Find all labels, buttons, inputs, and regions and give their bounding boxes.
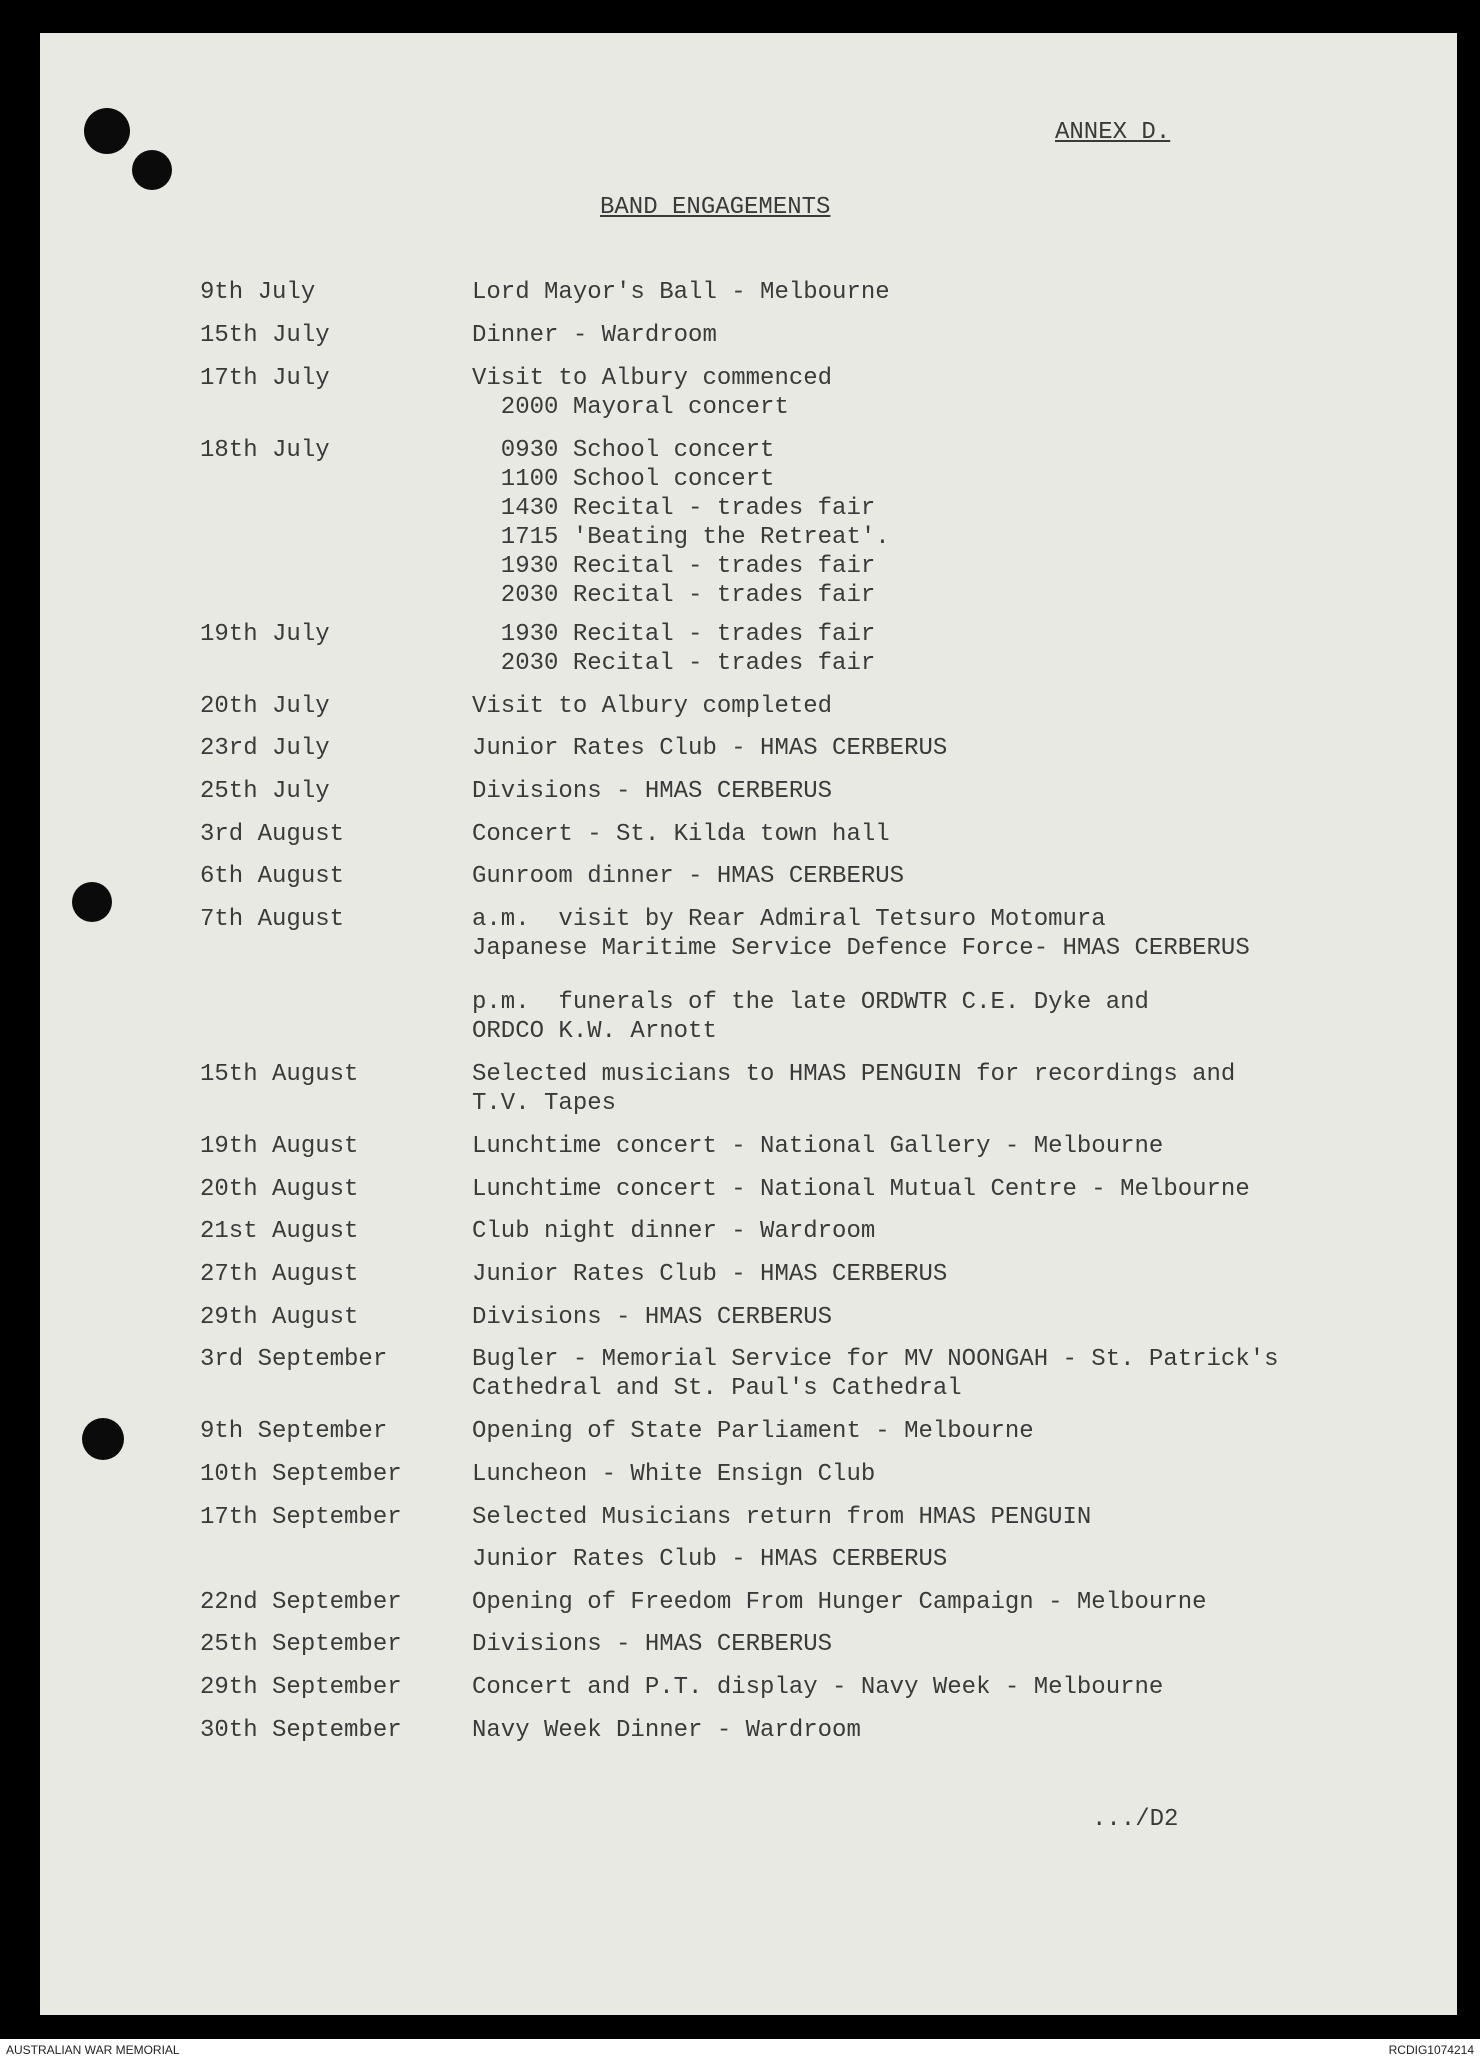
engagement-line: Concert and P.T. display - Navy Week - Melbourne xyxy=(472,1674,1164,1701)
engagement-line: Lunchtime concert - National Gallery - Melbourne xyxy=(472,1133,1164,1160)
engagement-description xyxy=(472,1716,861,1745)
engagement-date: 23rd July xyxy=(200,735,330,762)
engagement-line: Divisions - HMAS CERBERUS xyxy=(472,1304,833,1331)
engagement-date: 15th August xyxy=(200,1061,359,1088)
engagement-description xyxy=(472,820,890,849)
punch-hole xyxy=(72,882,112,922)
engagement-description xyxy=(472,620,875,678)
punch-hole xyxy=(84,108,130,154)
engagement-line: Lunchtime concert - National Mutual Centre - Melbourne xyxy=(472,1176,1250,1203)
punch-hole xyxy=(82,1418,124,1460)
engagement-line: 2030 Recital - trades fair xyxy=(472,582,876,609)
engagement-description xyxy=(472,1303,832,1332)
engagement-line: Junior Rates Club - HMAS CERBERUS xyxy=(472,1261,948,1288)
engagement-date: 19th August xyxy=(200,1133,359,1160)
engagement-line: Junior Rates Club - HMAS CERBERUS xyxy=(472,735,948,762)
engagement-date: 30th September xyxy=(200,1717,402,1744)
engagement-line: 1430 Recital - trades fair xyxy=(472,495,876,522)
engagement-line: a.m. visit by Rear Admiral Tetsuro Motomura xyxy=(472,906,1106,933)
engagement-line: 1930 Recital - trades fair xyxy=(472,553,876,580)
engagement-date: 3rd August xyxy=(200,821,345,848)
engagement-line: T.V. Tapes xyxy=(472,1090,617,1117)
engagement-line: Club night dinner - Wardroom xyxy=(472,1218,876,1245)
engagement-line: 1715 'Beating the Retreat'. xyxy=(472,524,890,551)
engagement-description xyxy=(472,1345,1279,1403)
engagement-date: 29th September xyxy=(200,1674,402,1701)
engagement-line: 1100 School concert xyxy=(472,466,775,493)
engagement-line: Concert - St. Kilda town hall xyxy=(472,821,890,848)
engagement-line: 1930 Recital - trades fair xyxy=(472,621,876,648)
engagement-description xyxy=(472,1175,1250,1204)
engagement-date: 9th September xyxy=(200,1418,388,1445)
engagement-description xyxy=(472,436,890,610)
engagement-description xyxy=(472,862,904,891)
engagement-line: Navy Week Dinner - Wardroom xyxy=(472,1717,861,1744)
engagement-description xyxy=(472,1503,1091,1532)
continuation-marker: .../D2 xyxy=(1092,1806,1179,1833)
engagement-description xyxy=(472,1545,947,1574)
archive-footer-bar xyxy=(0,2039,1480,2061)
engagement-date: 18th July xyxy=(200,437,330,464)
engagement-description xyxy=(472,1060,1235,1118)
engagement-description xyxy=(472,988,1149,1046)
engagement-line: 2030 Recital - trades fair xyxy=(472,650,876,677)
page-title: BAND ENGAGEMENTS xyxy=(600,194,831,221)
engagement-description xyxy=(472,1630,832,1659)
engagement-line: Gunroom dinner - HMAS CERBERUS xyxy=(472,863,905,890)
engagement-date: 25th September xyxy=(200,1631,402,1658)
engagement-line: Visit to Albury completed xyxy=(472,693,833,720)
engagement-line: p.m. funerals of the late ORDWTR C.E. Dyke and xyxy=(472,989,1149,1016)
engagement-description xyxy=(472,1417,1034,1446)
engagement-line: Visit to Albury commenced xyxy=(472,365,833,392)
engagement-date: 7th August xyxy=(200,906,345,933)
engagement-description xyxy=(472,1460,875,1489)
engagement-line: 0930 School concert xyxy=(472,437,775,464)
engagement-description xyxy=(472,777,832,806)
engagement-description xyxy=(472,1588,1207,1617)
annex-label: ANNEX D. xyxy=(1055,119,1171,146)
engagement-date: 20th August xyxy=(200,1176,359,1203)
punch-hole xyxy=(132,150,172,190)
engagement-description xyxy=(472,321,717,350)
engagement-line: Junior Rates Club - HMAS CERBERUS xyxy=(472,1546,948,1573)
engagement-line: Selected Musicians return from HMAS PENGUIN xyxy=(472,1504,1092,1531)
engagement-line: Opening of Freedom From Hunger Campaign - Melbourne xyxy=(472,1589,1207,1616)
engagement-line: Opening of State Parliament - Melbourne xyxy=(472,1418,1034,1445)
archive-name: AUSTRALIAN WAR MEMORIAL xyxy=(6,2043,180,2057)
engagement-date: 25th July xyxy=(200,778,330,805)
engagement-date: 3rd September xyxy=(200,1346,388,1373)
engagement-description xyxy=(472,905,1250,963)
engagement-date: 10th September xyxy=(200,1461,402,1488)
engagement-line: Cathedral and St. Paul's Cathedral xyxy=(472,1375,962,1402)
engagement-line: ORDCO K.W. Arnott xyxy=(472,1018,717,1045)
engagement-description xyxy=(472,1132,1163,1161)
engagement-date: 17th September xyxy=(200,1504,402,1531)
engagement-line: Selected musicians to HMAS PENGUIN for recordings and xyxy=(472,1061,1236,1088)
engagement-line: Dinner - Wardroom xyxy=(472,322,717,349)
engagement-date: 29th August xyxy=(200,1304,359,1331)
engagement-date: 17th July xyxy=(200,365,330,392)
engagement-description xyxy=(472,692,832,721)
engagement-date: 22nd September xyxy=(200,1589,402,1616)
engagement-date: 6th August xyxy=(200,863,345,890)
engagement-line: Divisions - HMAS CERBERUS xyxy=(472,1631,833,1658)
engagement-date: 19th July xyxy=(200,621,330,648)
engagement-line: Bugler - Memorial Service for MV NOONGAH - St. Patrick's xyxy=(472,1346,1279,1373)
engagement-line: Divisions - HMAS CERBERUS xyxy=(472,778,833,805)
engagement-description xyxy=(472,278,890,307)
engagement-line: 2000 Mayoral concert xyxy=(472,394,789,421)
engagement-description xyxy=(472,1217,875,1246)
engagement-description xyxy=(472,364,832,422)
engagement-line: Lord Mayor's Ball - Melbourne xyxy=(472,279,890,306)
engagement-description xyxy=(472,1260,947,1289)
engagement-date: 20th July xyxy=(200,693,330,720)
engagement-date: 27th August xyxy=(200,1261,359,1288)
engagement-line: Luncheon - White Ensign Club xyxy=(472,1461,876,1488)
engagement-description xyxy=(472,1673,1163,1702)
engagement-description xyxy=(472,734,947,763)
engagement-line: Japanese Maritime Service Defence Force- HMAS CERBERUS xyxy=(472,935,1250,962)
engagement-date: 21st August xyxy=(200,1218,359,1245)
record-id: RCDIG1074214 xyxy=(1388,2043,1474,2057)
engagement-date: 9th July xyxy=(200,279,316,306)
engagement-date: 15th July xyxy=(200,322,330,349)
